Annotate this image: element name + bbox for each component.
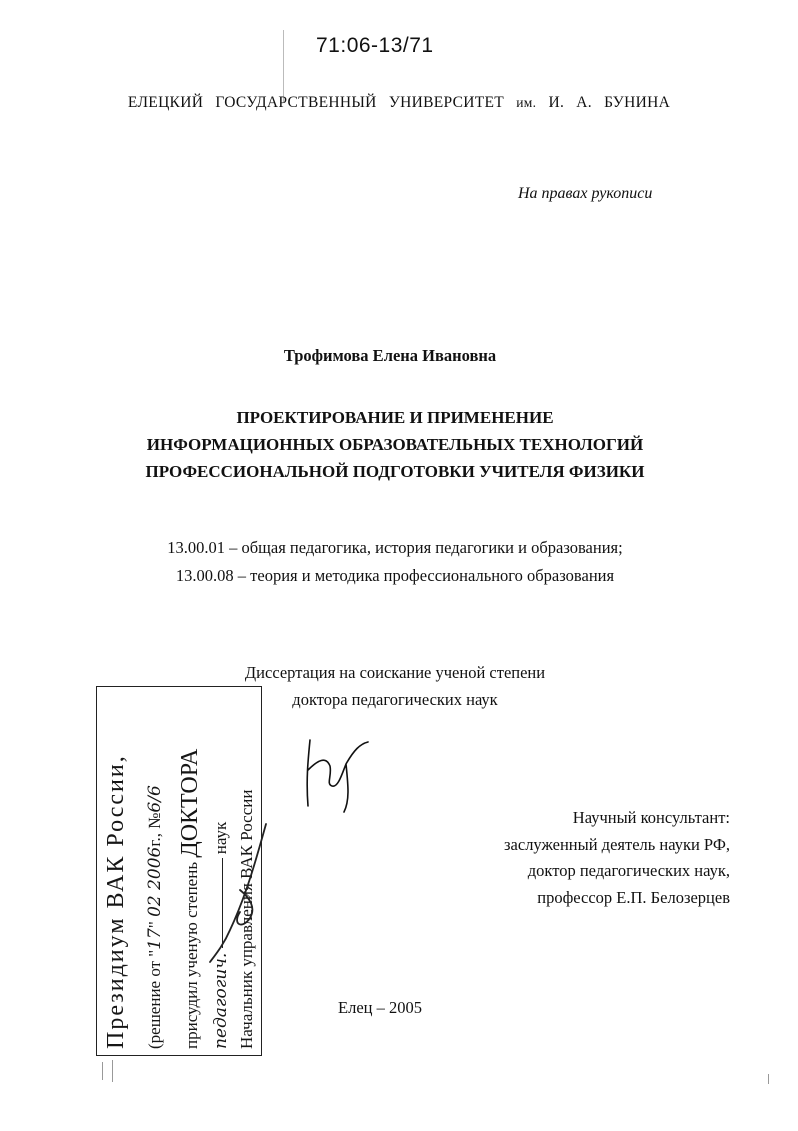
archive-number: 71:06-13/71	[316, 34, 434, 57]
university-name	[0, 94, 798, 112]
degree-line-2: доктора педагогических наук	[292, 690, 498, 709]
consultant-line-2: доктор педагогических наук,	[527, 861, 730, 880]
scan-mark-3	[768, 1074, 769, 1084]
consultant-line-1: заслуженный деятель науки РФ,	[504, 834, 730, 854]
stamp-decision-number: 6/6	[145, 785, 165, 813]
signature-icon	[296, 730, 376, 815]
university-name-im: им.	[516, 95, 537, 110]
author-name: Трофимова Елена Ивановна	[283, 346, 497, 365]
scan-mark-2	[112, 1060, 113, 1082]
title-line-2: ИНФОРМАЦИОННЫХ ОБРАЗОВАТЕЛЬНЫХ ТЕХНОЛОГИЙ	[146, 435, 644, 454]
stamp-line-5: Начальник управления ВАК России	[237, 789, 256, 1049]
stamp-decision-day: 17	[145, 928, 165, 950]
degree-line-1: Диссертация на соискание ученой степени	[244, 663, 546, 682]
place-and-year: Елец – 2005	[338, 998, 422, 1017]
manuscript-note: На правах рукописи	[518, 185, 653, 202]
stamp-field: педагогич.	[211, 952, 231, 1049]
stamp-awarded: присудил ученую степень	[182, 861, 201, 1049]
stamp-line-1: Президиум ВАК России,	[103, 754, 129, 1049]
dissertation-title	[0, 404, 790, 485]
university-name-part1: ЕЛЕЦКИЙ ГОСУДАРСТВЕННЫЙ УНИВЕРСИТЕТ	[127, 94, 505, 111]
title-line-3: ПРОФЕССИОНАЛЬНОЙ ПОДГОТОВКИ УЧИТЕЛЯ ФИЗИКИ	[145, 462, 645, 481]
consultant-line-3: профессор Е.П. Белозерцев	[537, 887, 730, 907]
stamp-decision-date: 02 2006	[145, 846, 165, 917]
stamp-decision-quote: "	[145, 921, 164, 929]
title-line-1: ПРОЕКТИРОВАНИЕ И ПРИМЕНЕНИЕ	[236, 408, 554, 427]
consultant-label: Научный консультант:	[572, 808, 730, 827]
specialty-codes	[0, 534, 790, 590]
stamp-signature-icon	[200, 820, 280, 970]
scan-mark-1	[102, 1062, 103, 1080]
stamp-decision-prefix: (решение от "	[145, 949, 164, 1049]
stamp-field-suffix: наук	[211, 821, 230, 855]
university-name-part2: И. А. БУНИНА	[548, 94, 671, 111]
stamp-line-2	[145, 785, 165, 1049]
specialty-1: 13.00.01 – общая педагогика, история педагогики и образования;	[167, 538, 623, 557]
scientific-consultant	[504, 805, 730, 911]
scan-margin-line	[283, 30, 284, 102]
specialty-2: 13.00.08 – теория и методика профессионального образования	[175, 566, 615, 585]
stamp-decision-suffix: г., №	[145, 812, 164, 847]
stamp-degree: ДОКТОРА	[177, 748, 203, 858]
